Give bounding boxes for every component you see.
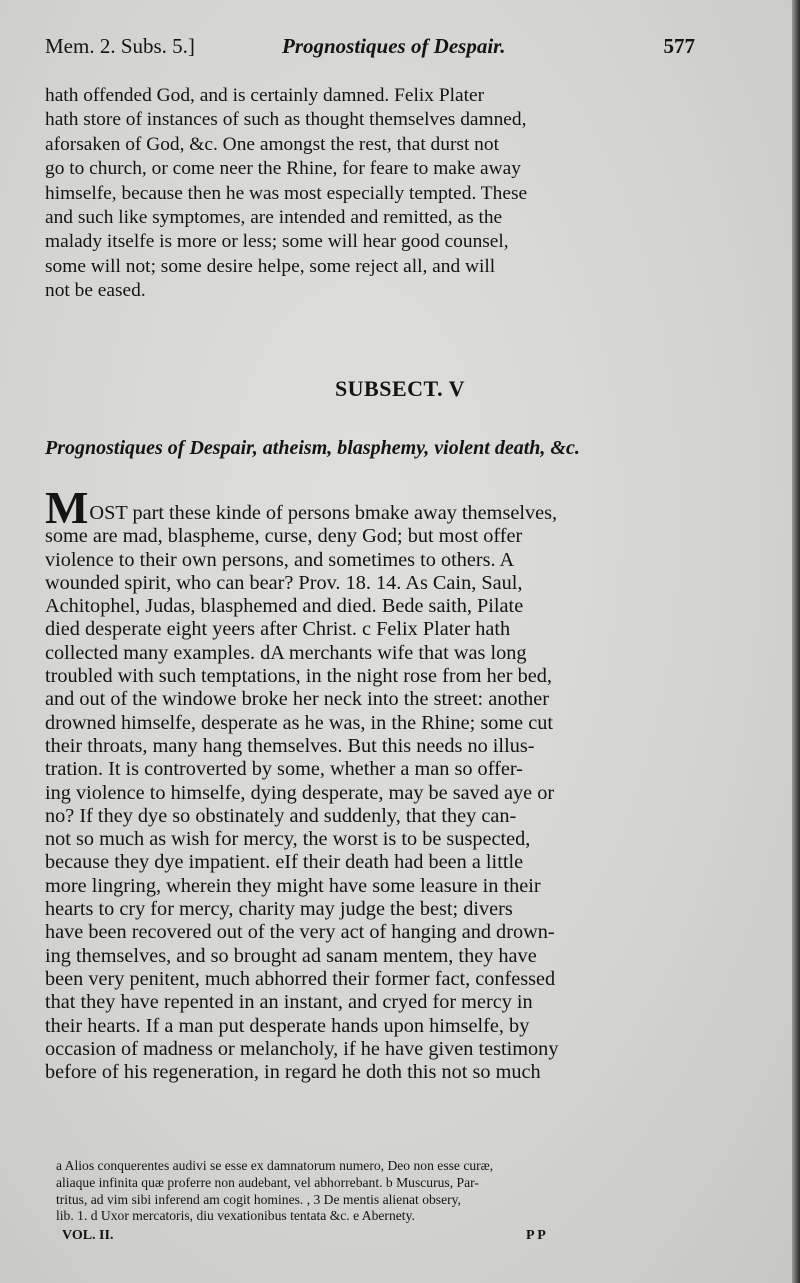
text-line-rest: OST part these kinde of persons bmake away themselves, xyxy=(89,502,558,524)
continued-paragraph xyxy=(45,84,693,304)
text-line: more lingring, wherein they might have some leasure in their xyxy=(45,874,541,897)
text-line: have been recovered out of the very act of hanging and drown- xyxy=(45,921,555,944)
paragraph-text xyxy=(45,482,693,1084)
volume-signature: VOL. II. xyxy=(62,1228,114,1243)
text-line: their hearts. If a man put desperate hands upon himselfe, by xyxy=(45,1014,530,1037)
text-line: that they have repented in an instant, and cryed for mercy in xyxy=(45,991,533,1014)
running-head-section: Mem. 2. Subs. 5.] xyxy=(45,34,195,58)
running-head xyxy=(45,34,695,64)
text-line: occasion of madness or melancholy, if he have given testimony xyxy=(45,1037,559,1060)
text-line: not so much as wish for mercy, the worst is to be suspected, xyxy=(45,828,531,851)
text-line: some will not; some desire helpe, some reject all, and will xyxy=(45,255,496,277)
text-line: aforsaken of God, &c. One amongst the rest, that durst not xyxy=(45,133,499,155)
footnotes xyxy=(56,1158,696,1225)
gathering-signature: P P xyxy=(526,1228,546,1243)
text-line: malady itselfe is more or less; some will hear good counsel, xyxy=(45,231,509,253)
text-line: hath offended God, and is certainly damned. Felix Plater xyxy=(45,85,485,106)
text-line: troubled with such temptations, in the night rose from her bed, xyxy=(45,665,552,688)
text-line: violence to their own persons, and sometimes to others. A xyxy=(45,548,515,571)
text-line: tration. It is controverted by some, whether a man so offer- xyxy=(45,758,523,781)
text-line: not be eased. xyxy=(45,280,146,302)
text-line: their throats, many hang themselves. But this needs no illus- xyxy=(45,734,535,757)
text-line: and such like symptomes, are intended and remitted, as the xyxy=(45,207,503,229)
subsection-title: Prognostiques of Despair, atheism, blasphemy, violent death, &c. xyxy=(45,437,580,459)
text-line: ing violence to himselfe, dying desperate, may be saved aye or xyxy=(45,781,555,804)
text-line: been very penitent, much abhorred their former fact, confessed xyxy=(45,967,556,990)
text-line: some are mad, blaspheme, curse, deny God; but most offer xyxy=(45,525,523,548)
paragraph-text xyxy=(45,84,693,304)
page-number: 577 xyxy=(663,34,695,58)
text-line: because they dye impatient. eIf their death had been a little xyxy=(45,851,524,874)
running-head-title: Prognostiques of Despair. xyxy=(282,34,506,58)
footnote-line: lib. 1. d Uxor mercatoris, diu vexationibus tentata &c. e Abernety. xyxy=(56,1208,415,1224)
text-line: hath store of instances of such as thought themselves damned, xyxy=(45,109,527,131)
drop-cap: M xyxy=(45,482,89,533)
main-paragraph xyxy=(45,482,693,1084)
text-line: Achitophel, Judas, blasphemed and died. Bede saith, Pilate xyxy=(45,595,524,618)
text-line: wounded spirit, who can bear? Prov. 18. 14. As Cain, Saul, xyxy=(45,571,523,594)
text-line: and out of the windowe broke her neck into the street: another xyxy=(45,688,550,711)
text-line: himselfe, because then he was most especially tempted. These xyxy=(45,182,528,204)
page-edge-shadow xyxy=(792,0,800,1283)
footnote-line: a Alios conquerentes audivi se esse ex damnatorum numero, Deo non esse curæ, xyxy=(56,1158,494,1173)
footnote-line: aliaque infinita quæ proferre non audebant, vel abhorrebant. b Muscurus, Par- xyxy=(56,1174,479,1190)
text-line: before of his regeneration, in regard he doth this not so much xyxy=(45,1061,541,1084)
text-line xyxy=(45,482,693,533)
subsection-heading: SUBSECT. V xyxy=(334,376,466,401)
text-line: drowned himselfe, desperate as he was, in the Rhine; some cut xyxy=(45,711,554,734)
text-line: collected many examples. dA merchants wife that was long xyxy=(45,641,527,664)
text-line: go to church, or come neer the Rhine, for feare to make away xyxy=(45,158,521,180)
footnote-line: tritus, ad vim sibi inferend am cogit homines. , 3 De mentis alienat obsery, xyxy=(56,1191,461,1207)
text-line: died desperate eight yeers after Christ. c Felix Plater hath xyxy=(45,618,511,641)
text-line: ing themselves, and so brought ad sanam mentem, they have xyxy=(45,944,537,967)
text-line: hearts to cry for mercy, charity may judge the best; divers xyxy=(45,898,513,921)
text-line: no? If they dye so obstinately and suddenly, that they can- xyxy=(45,804,517,827)
